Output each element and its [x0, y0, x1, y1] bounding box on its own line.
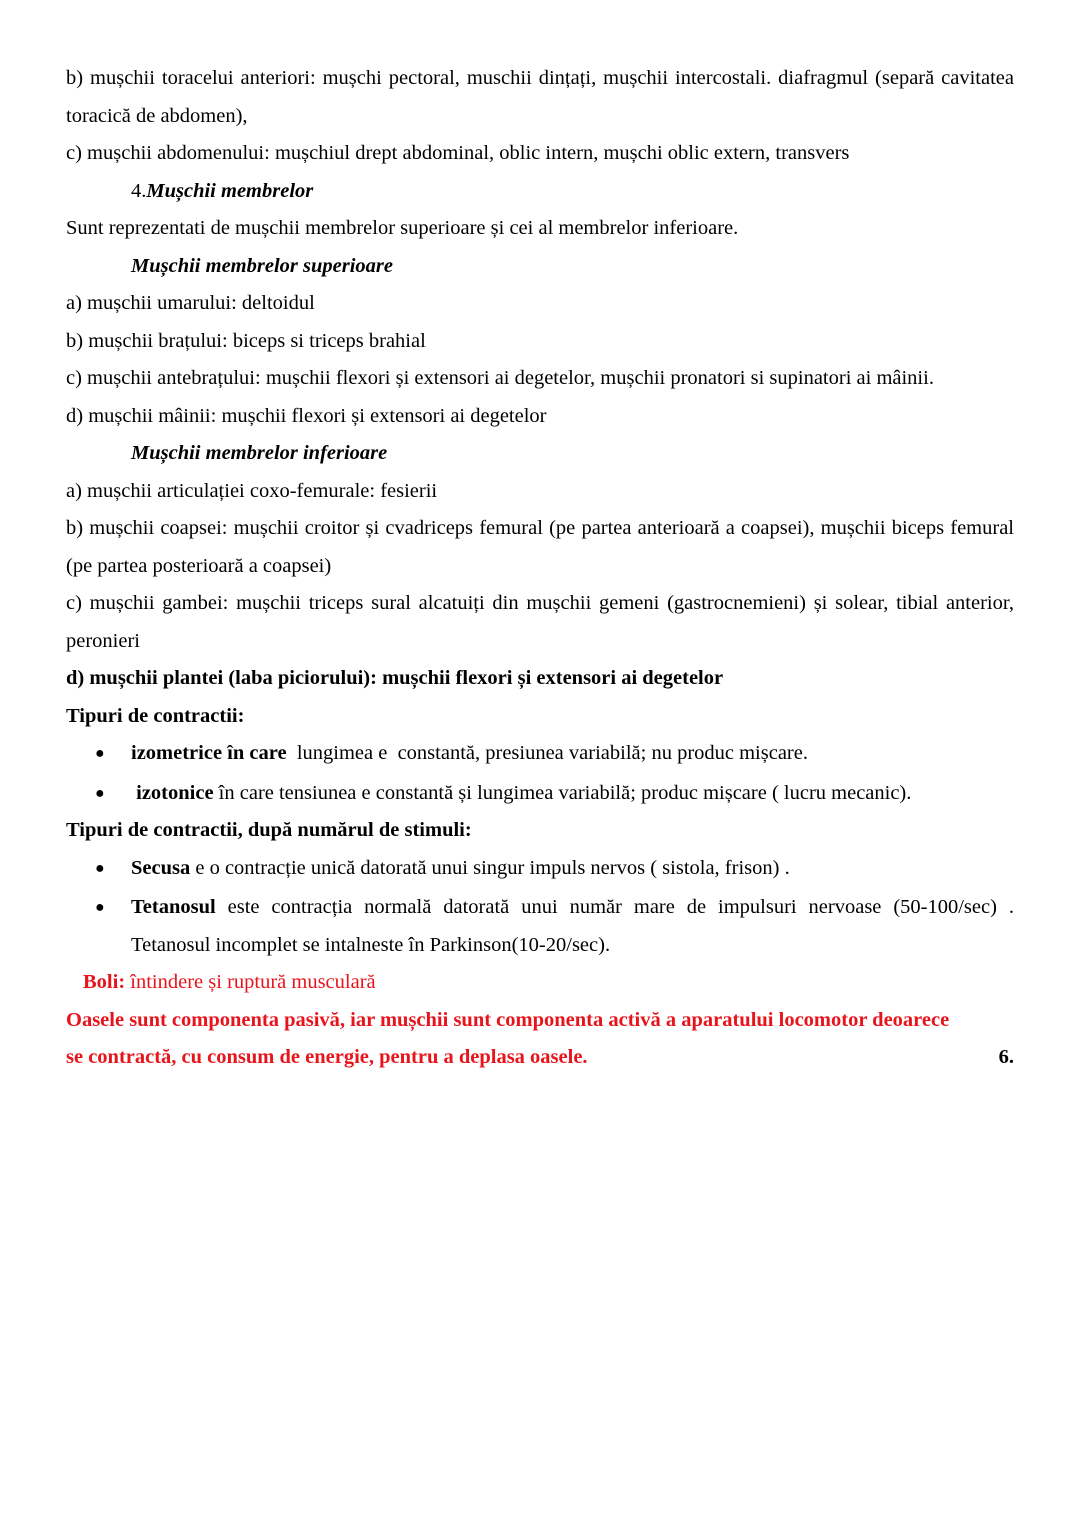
list-item [66, 735, 1014, 773]
inferioare-item-a: a) mușchii articulației coxo-femurale: fesierii [66, 479, 438, 502]
boli-text: întindere și ruptură musculară [125, 971, 376, 993]
bullet-icon: ● [95, 745, 105, 762]
inferioare-item-d: d) mușchii plantei (laba piciorului): mușchii flexori și extensori ai degetelor [66, 667, 724, 689]
conclusion-line-1: Oasele sunt componenta pasivă, iar mușchii sunt componenta activă a aparatului locomotor deoarece [66, 1008, 950, 1031]
superioare-item: a) mușchii umarului: deltoidul [66, 292, 315, 314]
inferioare-item-b: b) mușchii coapsei: mușchii croitor și cvadriceps femural (pe partea anterioară a coapsei), mușchii biceps femural (pe partea posterioară a coapsei) [66, 517, 1014, 577]
bullet-icon: ● [95, 784, 105, 802]
torace-muscles-paragraph: b) mușchii toracelui anteriori: mușchi pectoral, muschii dințați, mușchii intercostali. diafragmul (separă cavitatea toracică de abdomen), [66, 67, 1014, 127]
superioare-item: c) mușchii antebrațului: mușchii flexori și extensori ai degetelor, mușchii pronatori si supinatori ai mâinii. [66, 367, 934, 389]
conclusion-line-2 [66, 1039, 1014, 1077]
list-item-term: Secusa [131, 856, 191, 879]
list-item [66, 889, 1014, 964]
bullet-icon: ● [95, 859, 105, 877]
abdomen-muscles-paragraph: c) mușchii abdomenului: mușchiul drept abdominal, oblic intern, mușchi oblic extern, transvers [66, 142, 850, 164]
contractii-heading: Tipuri de contractii: [66, 704, 245, 727]
list-item-text: lungimea e constantă, presiunea variabilă; nu produc mișcare. [286, 742, 808, 764]
list-item [66, 775, 1014, 813]
section-heading-membre [66, 173, 1014, 211]
list-item-term: izometrice în care [131, 742, 287, 764]
page-content [66, 60, 1014, 1077]
section-title: Mușchii membrelor [146, 179, 314, 202]
superioare-heading: Mușchii membrelor superioare [131, 254, 393, 277]
section-number: 4. [131, 179, 147, 202]
boli-label: Boli: [83, 971, 126, 993]
list-item [66, 850, 1014, 888]
bullet-icon: ● [95, 899, 105, 916]
inferioare-heading: Mușchii membrelor inferioare [131, 442, 388, 464]
membre-intro: Sunt reprezentati de mușchii membrelor superioare și cei al membrelor inferioare. [66, 217, 739, 239]
list-item-term: izotonice [131, 781, 214, 804]
stimuli-heading: Tipuri de contractii, după numărul de stimuli: [66, 819, 472, 841]
list-item-text: e o contracție unică datorată unui singur impuls nervos ( sistola, frison) . [190, 856, 790, 879]
list-item-term: Tetanosul [131, 896, 216, 918]
superioare-item: d) mușchii mâinii: mușchii flexori și extensori ai degetelor [66, 404, 547, 427]
conclusion-text: se contractă, cu consum de energie, pentru a deplasa oasele. [66, 1046, 588, 1068]
list-item-text: în care tensiunea e constantă și lungimea variabilă; produc mișcare ( lucru mecanic). [213, 781, 912, 804]
superioare-item: b) mușchii brațului: biceps si triceps brahial [66, 329, 426, 352]
page-number: 6. [998, 1046, 1014, 1068]
list-item-text: este contracția normală datorată unui număr mare de impulsuri nervoase (50-100/sec) . Tetanosul incomplet se intalneste în Parkinson(10-20/sec). [131, 896, 1014, 956]
inferioare-item-c: c) mușchii gambei: mușchii triceps sural alcatuiți din mușchii gemeni (gastrocnemieni) și solear, tibial anterior, peronieri [66, 592, 1014, 652]
stimuli-list [66, 850, 1014, 965]
contractii-list [66, 735, 1014, 812]
boli-line [66, 964, 1014, 1002]
